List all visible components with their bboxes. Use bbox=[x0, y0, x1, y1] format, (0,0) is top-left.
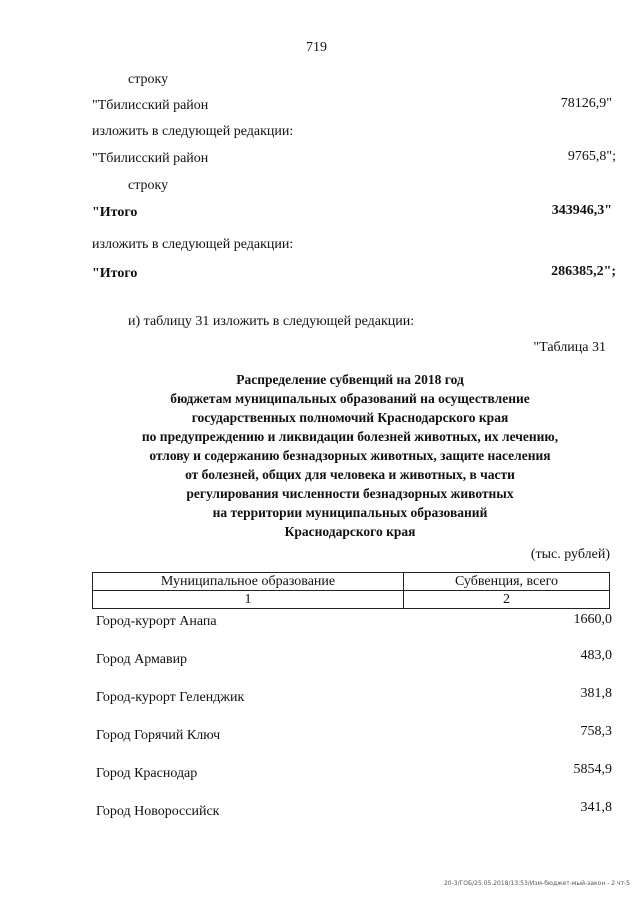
amendment-text: строку bbox=[128, 178, 169, 193]
amendment-row-value: 343946,3" bbox=[551, 203, 612, 218]
table-label: "Таблица 31 bbox=[533, 340, 606, 355]
amendment-row-value: 9765,8"; bbox=[567, 149, 616, 164]
table-row-value: 758,3 bbox=[580, 724, 612, 739]
title-line: бюджетам муниципальных образований на осуществление bbox=[170, 391, 530, 406]
table-row-value: 1660,0 bbox=[573, 612, 612, 627]
amendment-row-value: 286385,2"; bbox=[551, 264, 616, 279]
title-line: по предупреждению и ликвидации болезней животных, их лечению, bbox=[141, 429, 559, 444]
header-subvention: Субвенция, всего bbox=[404, 573, 610, 591]
table-row-value: 341,8 bbox=[580, 800, 612, 815]
amendment-row-name: "Тбилисский район bbox=[92, 151, 209, 166]
table-row-value: 483,0 bbox=[580, 648, 612, 663]
header-col-number: 2 bbox=[404, 591, 610, 609]
footer-stamp: 20-3/ГОБ/25.05.2018/13:53/Изм-бюджет-мый-закон - 2 чт-5 bbox=[443, 880, 630, 887]
title-line: отлову и содержанию безнадзорных животных, защите населения bbox=[149, 448, 551, 463]
amendment-row-name: "Итого bbox=[92, 205, 138, 220]
table-row-name: Город Новороссийск bbox=[96, 804, 220, 819]
title-line: на территории муниципальных образований bbox=[212, 505, 488, 520]
table-row-value: 381,8 bbox=[580, 686, 612, 701]
page-number: 719 bbox=[306, 40, 327, 55]
header-col-number: 1 bbox=[93, 591, 404, 609]
table-header bbox=[92, 572, 610, 609]
amendment-row-name: "Тбилисский район bbox=[92, 98, 209, 113]
header-municipality: Муниципальное образование bbox=[93, 573, 404, 591]
table-row-value: 5854,9 bbox=[573, 762, 612, 777]
table-title bbox=[60, 370, 640, 541]
title-line: Распределение субвенций на 2018 год bbox=[236, 372, 464, 387]
instruction-text: и) таблицу 31 изложить в следующей редакции: bbox=[128, 314, 415, 329]
table-row-name: Город-курорт Анапа bbox=[96, 614, 217, 629]
table-row-name: Город Армавир bbox=[96, 652, 188, 667]
title-line: от болезней, общих для человека и животных, в части bbox=[185, 467, 515, 482]
table-row-name: Город-курорт Геленджик bbox=[96, 690, 245, 705]
title-line: Краснодарского края bbox=[284, 524, 416, 539]
amendment-row-name: "Итого bbox=[92, 266, 138, 281]
amendment-text: изложить в следующей редакции: bbox=[92, 237, 294, 252]
title-line: государственных полномочий Краснодарского края bbox=[191, 410, 509, 425]
units-label: (тыс. рублей) bbox=[530, 547, 610, 562]
amendment-row-value: 78126,9" bbox=[560, 96, 612, 111]
table-row-name: Город Горячий Ключ bbox=[96, 728, 221, 743]
amendment-text: изложить в следующей редакции: bbox=[92, 124, 294, 139]
amendment-text: строку bbox=[128, 72, 169, 87]
title-line: регулирования численности безнадзорных животных bbox=[186, 486, 514, 501]
table-row-name: Город Краснодар bbox=[96, 766, 198, 781]
